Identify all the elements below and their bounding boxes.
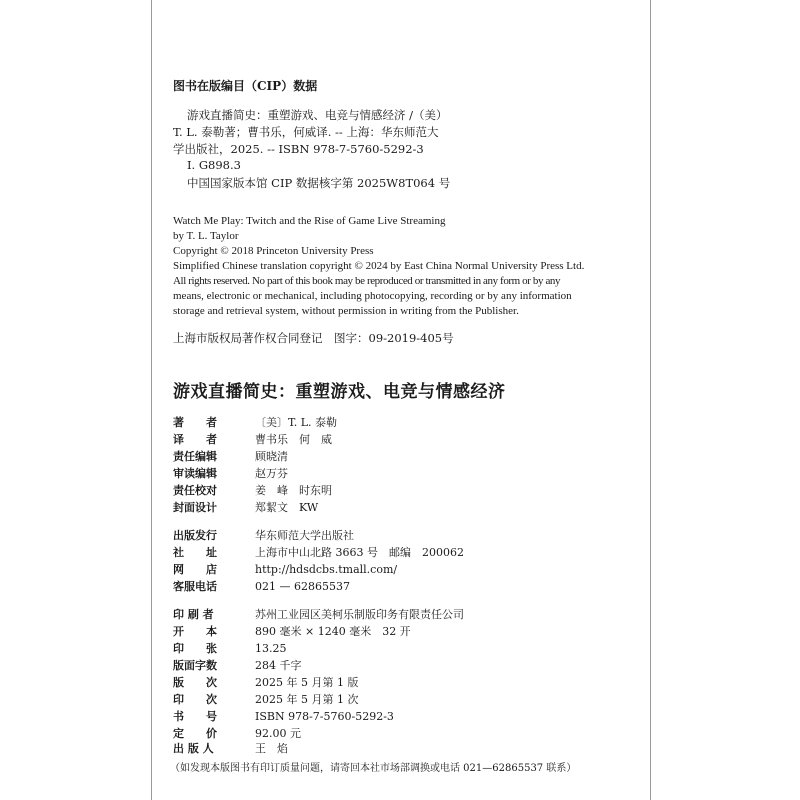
- credit-value: 284 千字: [255, 659, 302, 672]
- credit-row-reviewer: [173, 465, 288, 481]
- credit-label: 开 本: [173, 625, 217, 638]
- credit-row-edition: [173, 674, 358, 690]
- credit-label: 封面设计: [173, 501, 217, 514]
- english-line: by T. L. Taylor: [173, 230, 239, 242]
- credit-row-online-store: [173, 561, 397, 577]
- credit-row-sheets: [173, 640, 287, 656]
- credit-value: 021 — 62865537: [255, 580, 350, 593]
- credit-label: 著 者: [173, 416, 217, 429]
- credit-value: 王 焰: [255, 742, 288, 755]
- credit-row-price: [173, 725, 301, 741]
- cip-line: 学出版社，2025. -- ISBN 978-7-5760-5292-3: [173, 142, 424, 156]
- credit-row-translator: [173, 431, 332, 447]
- credit-label: 出 版 人: [173, 742, 214, 755]
- credit-row-cover-design: [173, 499, 318, 515]
- credit-row-publisher: [173, 527, 354, 543]
- cip-line: 游戏直播简史：重塑游戏、电竞与情感经济 /（美）: [187, 108, 448, 122]
- english-line: Copyright © 2018 Princeton University Press: [173, 245, 374, 257]
- credit-label: 网 店: [173, 563, 217, 576]
- cip-line: 中国国家版本馆 CIP 数据核字第 2025W8T064 号: [187, 176, 451, 190]
- credit-value: 〔美〕T. L. 泰勒: [255, 416, 338, 429]
- copyright-registration: 上海市版权局著作权合同登记 图字：09-2019-405号: [173, 331, 454, 345]
- cip-heading: 图书在版编目（CIP）数据: [173, 79, 318, 93]
- credit-value: 2025 年 5 月第 1 次: [255, 693, 359, 706]
- credit-label: 客服电话: [173, 580, 217, 593]
- credit-label: 译 者: [173, 433, 217, 446]
- credit-value: 郑絜文 KW: [255, 501, 319, 514]
- credit-value: 曹书乐 何 威: [255, 433, 332, 446]
- credit-value: 2025 年 5 月第 1 版: [255, 676, 359, 689]
- english-line: Simplified Chinese translation copyright © 2024 by East China Normal University Press Ltd.: [173, 260, 585, 272]
- credit-value: 姜 峰 时东明: [255, 484, 332, 497]
- english-line: means, electronic or mechanical, including photocopying, recording or by any information: [173, 290, 572, 302]
- cip-line: T. L. 泰勒著；曹书乐，何威译. -- 上海：华东师范大: [173, 125, 439, 139]
- credit-value: 上海市中山北路 3663 号 邮编 200062: [255, 546, 464, 559]
- credit-label: 版 次: [173, 676, 217, 689]
- credit-row-printing: [173, 691, 358, 707]
- credit-row-word-count: [173, 657, 302, 673]
- credit-row-format: [173, 623, 411, 639]
- book-title: 游戏直播简史：重塑游戏、电竞与情感经济: [173, 382, 506, 402]
- credit-row-author: [173, 414, 337, 430]
- credit-label: 版面字数: [173, 659, 217, 672]
- credit-row-isbn: [173, 708, 394, 724]
- credit-value: 华东师范大学出版社: [255, 529, 354, 542]
- credit-row-editor: [173, 448, 288, 464]
- credit-label: 书 号: [173, 710, 217, 723]
- credit-label: 审读编辑: [173, 467, 217, 480]
- credit-label: 印 次: [173, 693, 217, 706]
- english-line: Watch Me Play: Twitch and the Rise of Game Live Streaming: [173, 215, 446, 227]
- credit-row-publisher-person: [173, 740, 288, 756]
- credit-value: 92.00 元: [255, 727, 301, 740]
- credit-row-printer: [173, 606, 464, 622]
- credit-label: 出版发行: [173, 529, 217, 542]
- credit-label: 定 价: [173, 727, 217, 740]
- credit-value: ISBN 978-7-5760-5292-3: [255, 710, 394, 723]
- credit-value: http://hdsdcbs.tmall.com/: [255, 563, 398, 576]
- credit-value: 13.25: [255, 642, 287, 655]
- credit-row-service-phone: [173, 578, 350, 594]
- credit-value: 苏州工业园区美柯乐制版印务有限责任公司: [255, 608, 464, 621]
- credit-label: 印 张: [173, 642, 217, 655]
- credit-label: 印 刷 者: [173, 608, 214, 621]
- credit-label: 责任校对: [173, 484, 217, 497]
- credit-label: 责任编辑: [173, 450, 217, 463]
- credit-value: 顾晓清: [255, 450, 288, 463]
- credit-label: 社 址: [173, 546, 217, 559]
- quality-notice: （如发现本版图书有印订质量问题，请寄回本社市场部调换或电话 021—62865537 联系）: [170, 763, 577, 774]
- cip-line: Ⅰ. G898.3: [187, 158, 241, 172]
- english-line: All rights reserved. No part of this book may be reproduced or transmitted in any form or by any: [173, 275, 561, 287]
- credit-row-address: [173, 544, 464, 560]
- credit-value: 890 毫米 × 1240 毫米 32 开: [255, 625, 411, 638]
- credit-value: 赵万芬: [255, 467, 288, 480]
- english-line: storage and retrieval system, without permission in writing from the Publisher.: [173, 305, 519, 317]
- credit-row-proofreader: [173, 482, 332, 498]
